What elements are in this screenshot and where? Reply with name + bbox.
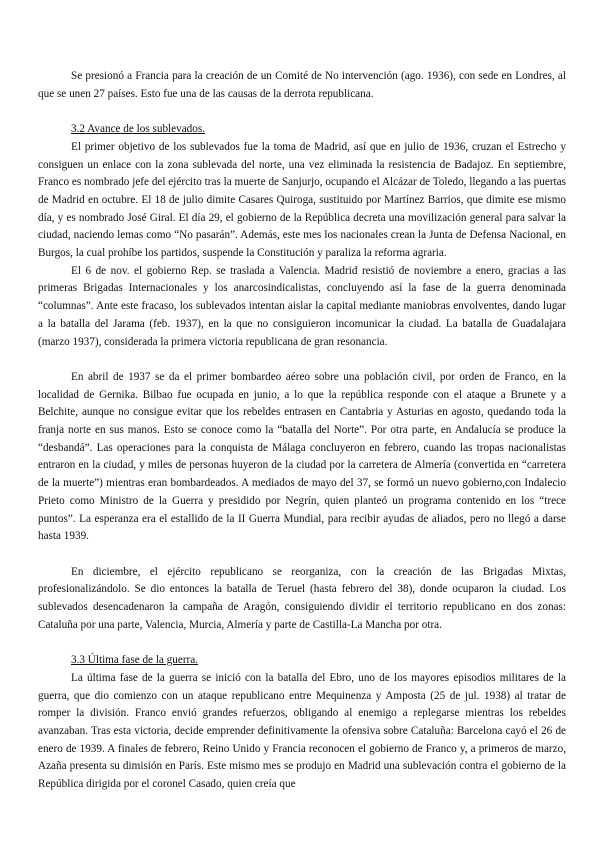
paragraph-gap [38,634,566,652]
paragraph-gap [38,351,566,369]
section-3-2-paragraph-1: El primer objetivo de los sublevados fue la toma de Madrid, así que en julio de 1936, cruzan el Estrecho y consiguen un enlace con la zona sublevada del norte, una vez eliminada la resistencia de Badajoz. En septiembre, Franco es nombrado jefe del ejército tras la muerte de Sanjurjo, ocupando el Alcázar de Toledo, llegando a las puertas de Madrid en octubre. El 18 de julio dimite Casares Quiroga, sustituido por Martínez Barrios, que dimite ese mismo día, y es nombrado José Giral. El día 29, el gobierno de la República decreta una movilización general para salvar la ciudad, naciendo lemas como “No pasarán”. Además, este mes los nacionales crean la Junta de Defensa Nacional, en Burgos, la cual prohíbe los partidos, suspende la Constitución y paraliza la reforma agraria. [38,140,566,260]
section-heading-3-3: 3.3 Última fase de la guerra. [71,654,199,667]
paragraph-gap [38,546,566,564]
document-page [38,68,566,794]
section-heading-3-2: 3.2 Avance de los sublevados. [71,123,206,136]
section-3-2-paragraph-2: El 6 de nov. el gobierno Rep. se traslada a Valencia. Madrid resistió de noviembre a enero, gracias a las primeras Brigadas Internacionales y los anarcosindicalistas, concluyendo así la fase de la guerra denominada “columnas”. Ante este fracaso, los sublevados intentan aislar la capital mediante maniobras envolventes, dando lugar a la batalla del Jarama (feb. 1937), en la que no consiguieron incomunicar la ciudad. La batalla de Guadalajara (marzo 1937), considerada la primera victoria republicana de gran resonancia. [38,264,566,348]
section-3-3-paragraph-1: La última fase de la guerra se inició con la batalla del Ebro, uno de los mayores episodios militares de la guerra, que dio comienzo con un ataque republicano entre Mequinenza y Amposta (25 de jul. 1938) al tratar de romper la división. Franco envió grandes refuerzos, obligando al enemigo a replegarse mientras los rebeldes avanzaban. Tras esta victoria, decide emprender definitivamente la ofensiva sobre Cataluña: Barcelona cayó el 26 de enero de 1939. A finales de febrero, Reino Unido y Francia reconocen el gobierno de Franco y, a primeros de marzo, Azaña presenta su dimisión en París. Este mismo mes se produjo en Madrid una sublevación contra el gobierno de la República dirigida por el coronel Casado, quien creía que [38,671,566,791]
paragraph-gap [38,103,566,121]
section-3-2-paragraph-3: En abril de 1937 se da el primer bombardeo aéreo sobre una población civil, por orden de Franco, en la localidad de Gernika. Bilbao fue ocupada en junio, a lo que la república responde con el ataque a Brunete y a Belchite, aunque no consigue evitar que los rebeldes entrasen en Cantabria y Asturias en agosto, quedando toda la franja norte en sus manos. Esto se conoce como la “batalla del Norte”. Por otra parte, en Andalucía se produce la “desbandá”. Las operaciones para la conquista de Málaga concluyeron en febrero, cuando las tropas nacionalistas entraron en la ciudad, y miles de personas huyeron de la ciudad por la carretera de Almería (convertida en “carretera de la muerte”) mientras eran bombardeados. A mediados de mayo del 37, se formó un nuevo gobierno,con Indalecio Prieto como Ministro de la Guerra y presidido por Negrín, quien planteó un programa contenido en los “trece puntos”. La esperanza era el estallido de la II Guerra Mundial, para recibir ayudas de aliados, pero no llegó a darse hasta 1939. [38,370,566,543]
section-3-2-paragraph-4: En diciembre, el ejército republicano se reorganiza, con la creación de las Brigadas Mixtas, profesionalizándolo. Se dio entonces la batalla de Teruel (hasta febrero del 38), donde ocuparon la ciudad. Los sublevados desencadenaron la campaña de Aragón, consiguiendo dividir el territorio republicano en dos zonas: Cataluña por una parte, Valencia, Murcia, Almería y parte de Castilla-La Mancha por otra. [38,565,566,631]
intro-paragraph: Se presionó a Francia para la creación de un Comité de No intervención (ago. 1936), con sede en Londres, al que se unen 27 países. Esto fue una de las causas de la derrota republicana. [38,70,566,100]
